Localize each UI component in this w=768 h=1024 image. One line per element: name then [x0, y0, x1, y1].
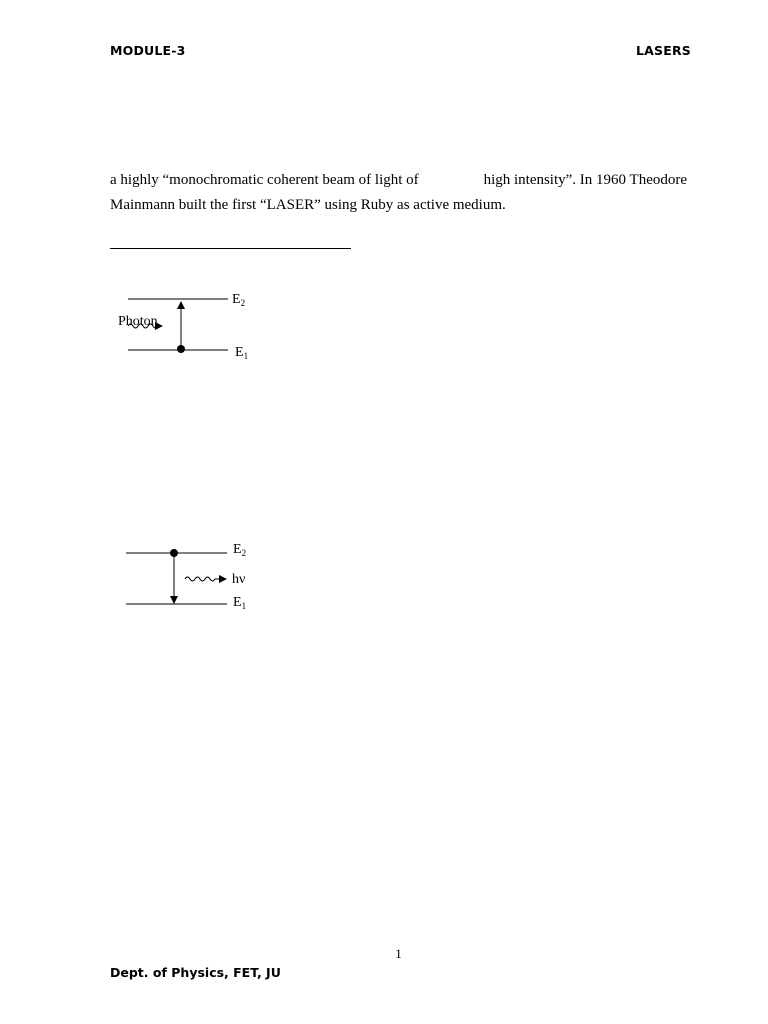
emission-photon-wave: [185, 577, 226, 581]
paragraph-line-2: Mainmann built the first “LASER” using Ruby as active medium.: [110, 197, 506, 213]
absorption-diagram: [118, 292, 248, 361]
emission-diagram: [126, 542, 246, 611]
header-topic: LASERS: [635, 43, 691, 58]
emission-upper-level-label: $E_2$: [233, 542, 247, 558]
emission-photon-label: hν: [232, 572, 246, 587]
emission-electron-dot: [170, 549, 178, 557]
header-module: MODULE-3: [110, 43, 186, 58]
absorption-lower-level-label: $E_1$: [235, 345, 249, 361]
absorption-photon-label: Photon: [118, 314, 158, 329]
absorption-upper-level-label: $E_2$: [232, 292, 246, 308]
footer-department: Dept. of Physics, FET, JU: [110, 965, 281, 980]
emission-lower-level-label: $E_1$: [233, 595, 247, 611]
page-number: 1: [395, 946, 402, 961]
paragraph-line-1-part-2: high intensity”. In 1960 Theodore: [483, 172, 687, 188]
absorption-electron-dot: [177, 345, 185, 353]
paragraph-line-1-part-1: a highly “monochromatic coherent beam of light of: [110, 172, 419, 188]
